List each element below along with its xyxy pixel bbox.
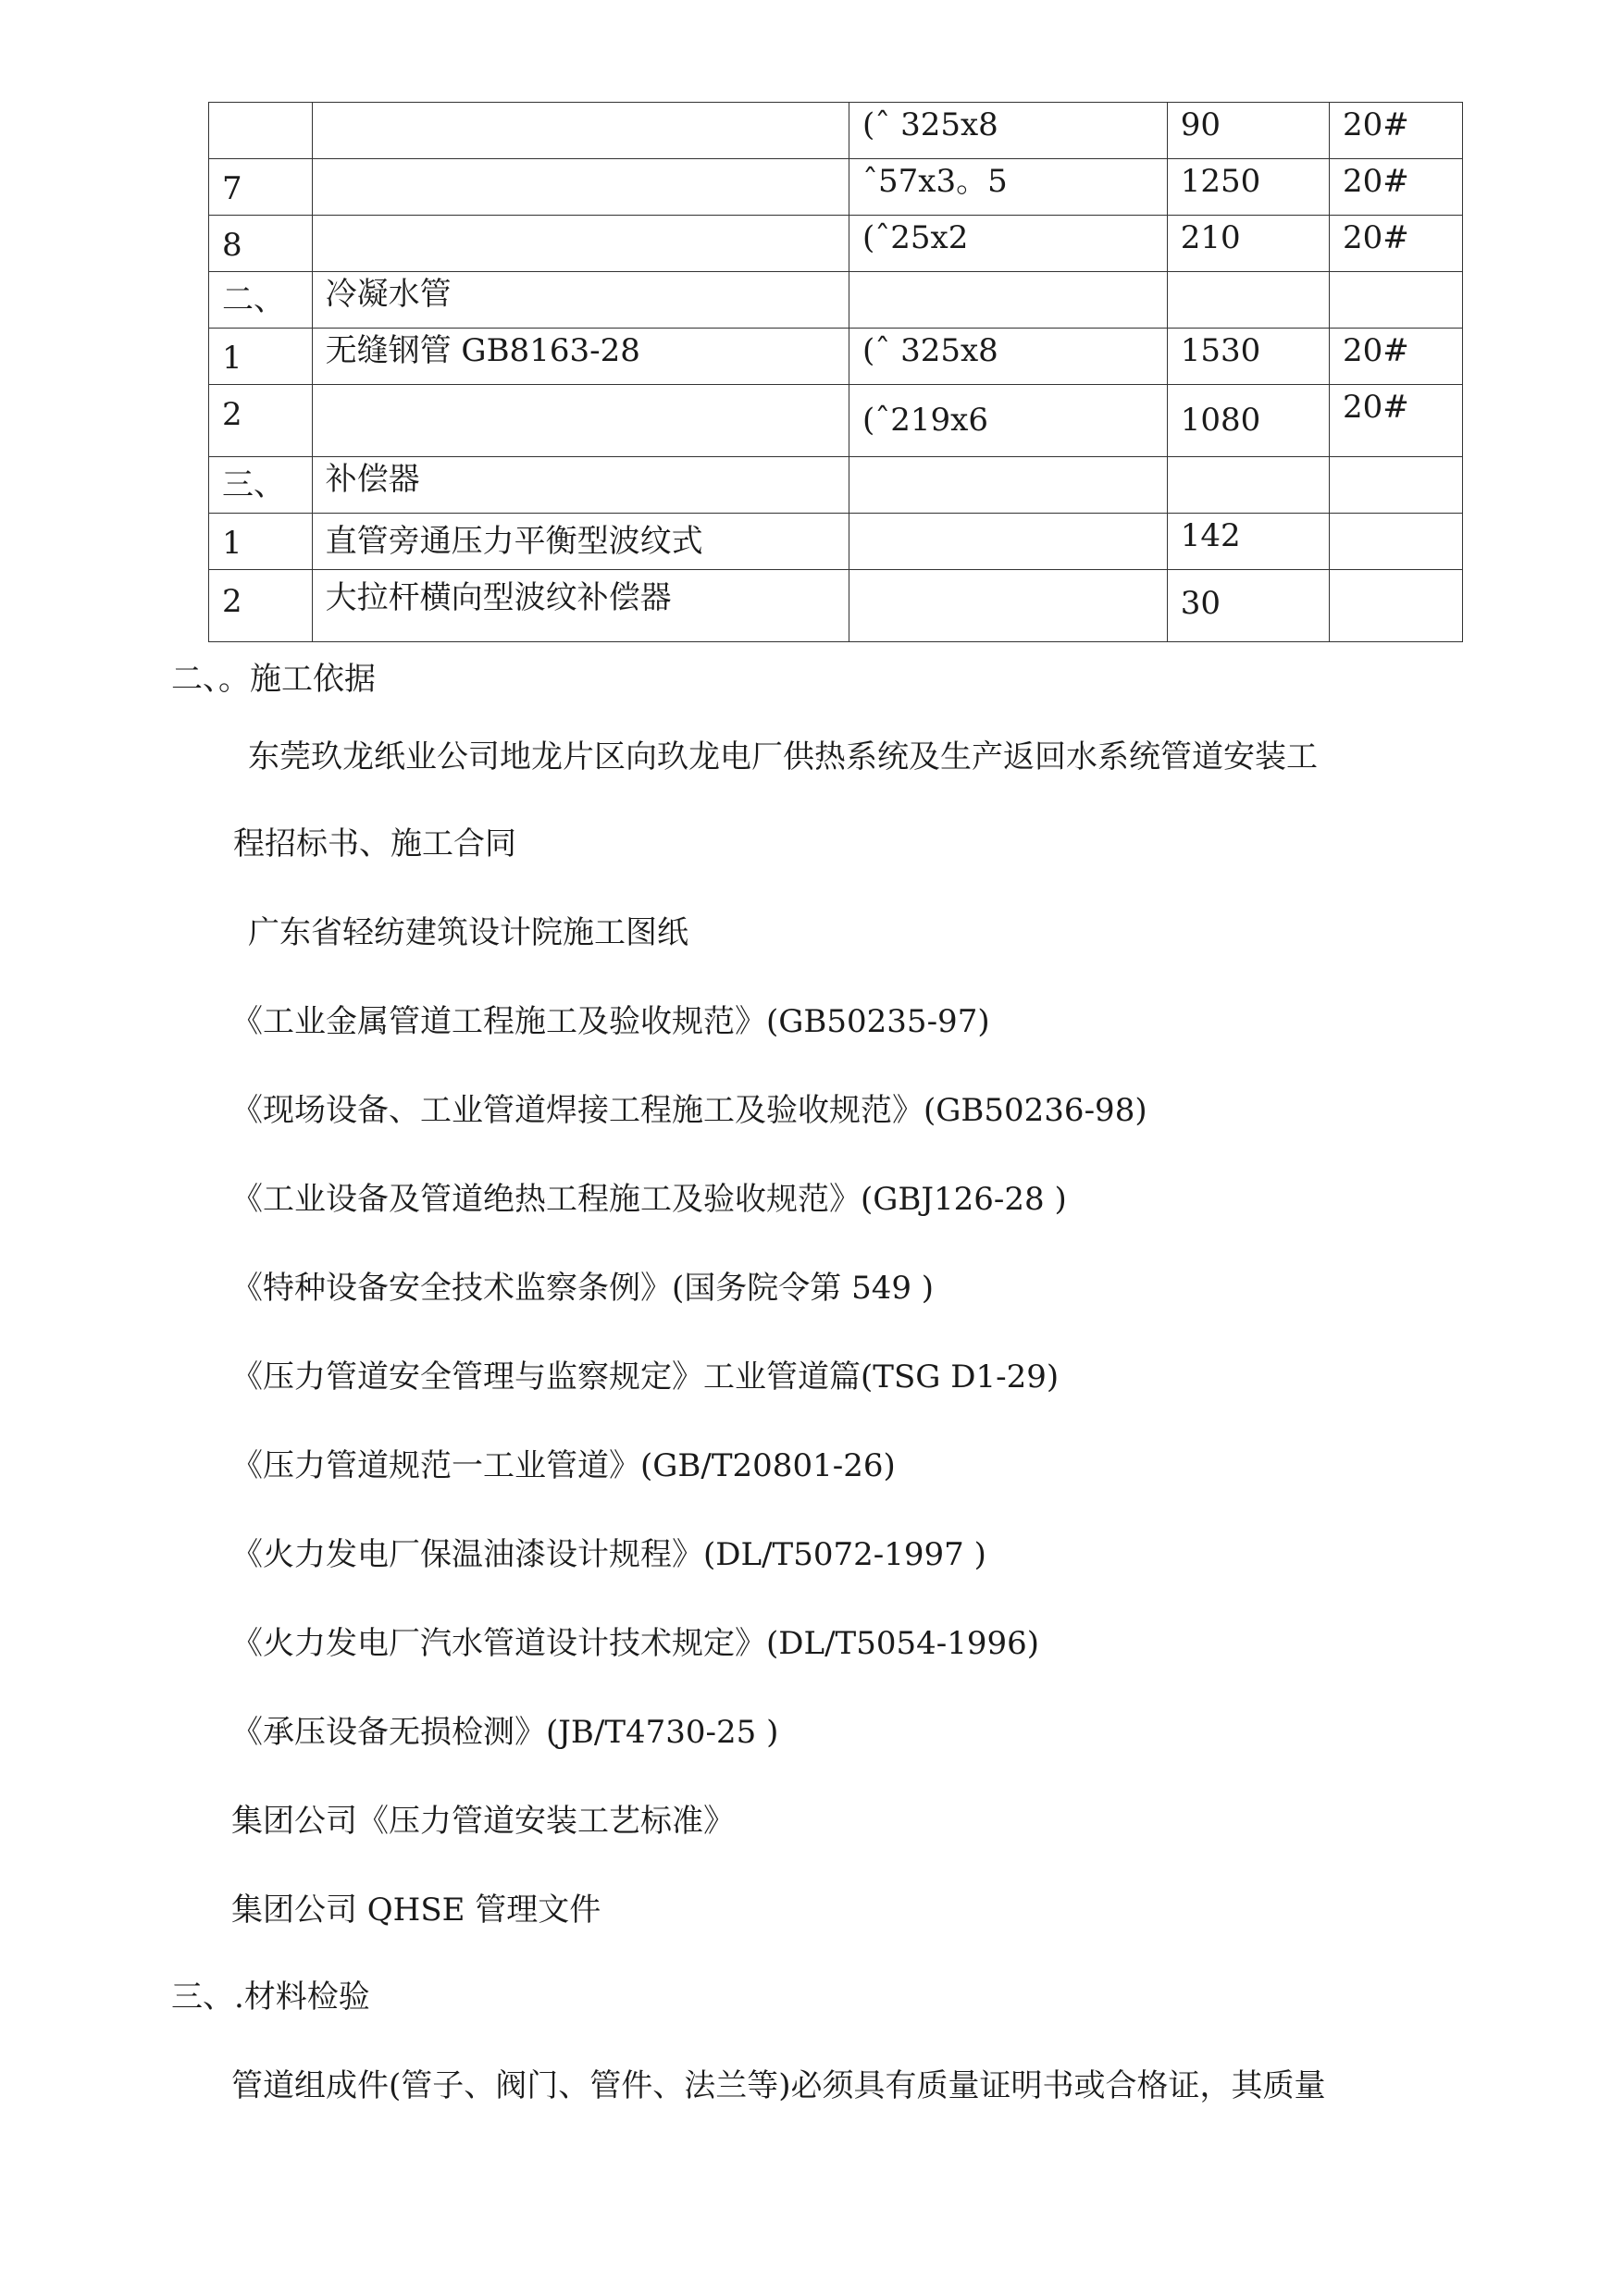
cell-name: [312, 216, 849, 272]
cell-qty: 210: [1167, 216, 1329, 272]
cell-material: [1330, 570, 1463, 642]
cell-qty: [1167, 457, 1329, 514]
basis-line: 《现场设备、工业管道焊接工程施工及验收规范》(GB50236-98): [231, 1092, 1147, 1129]
cell-qty: 30: [1167, 570, 1329, 642]
cell-no: 2: [209, 570, 313, 642]
cell-no: 7: [209, 159, 313, 216]
cell-no: 1: [209, 514, 313, 570]
basis-line: 集团公司《压力管道安装工艺标准》: [231, 1803, 735, 1840]
table-row: [209, 103, 1463, 159]
basis-line: 《火力发电厂汽水管道设计技术规定》(DL/T5054-1996): [231, 1625, 1040, 1662]
basis-line: 《火力发电厂保温油漆设计规程》(DL/T5072-1997 ): [231, 1536, 986, 1573]
cell-qty: 142: [1167, 514, 1329, 570]
cell-name: 冷凝水管: [312, 272, 849, 329]
cell-spec: ˆ57x3。5: [849, 159, 1168, 216]
cell-spec: (ˆ 325x8: [849, 329, 1168, 385]
basis-line: 《压力管道安全管理与监察规定》工业管道篇(TSG D1-29): [231, 1358, 1060, 1396]
section-heading: 三、.材料检验: [171, 1979, 370, 2016]
cell-name: [312, 159, 849, 216]
cell-no: 1: [209, 329, 313, 385]
body-line: 管道组成件(管子、阀门、管件、法兰等)必须具有质量证明书或合格证，其质量: [231, 2067, 1326, 2104]
basis-line: 集团公司 QHSE 管理文件: [231, 1892, 601, 1929]
cell-no: 8: [209, 216, 313, 272]
cell-spec: (ˆ219x6: [849, 385, 1168, 457]
basis-line: 《承压设备无损检测》(JB/T4730-25 ): [231, 1714, 779, 1751]
cell-spec: (ˆ 325x8: [849, 103, 1168, 159]
section-heading: 二、。施工依据: [171, 661, 376, 698]
table-row: [209, 329, 1463, 385]
cell-no: [209, 103, 313, 159]
table-row: [209, 457, 1463, 514]
cell-qty: 1250: [1167, 159, 1329, 216]
table-row: [209, 216, 1463, 272]
cell-name: 无缝钢管 GB8163-28: [312, 329, 849, 385]
cell-spec: (ˆ25x2: [849, 216, 1168, 272]
cell-material: [1330, 514, 1463, 570]
cell-material: [1330, 272, 1463, 329]
basis-line: 程招标书、施工合同: [233, 825, 516, 862]
cell-qty: 1080: [1167, 385, 1329, 457]
basis-line: 《压力管道规范一工业管道》(GB/T20801-26): [231, 1447, 896, 1484]
cell-spec: [849, 570, 1168, 642]
cell-name: [312, 385, 849, 457]
cell-qty: 90: [1167, 103, 1329, 159]
cell-material: 20#: [1330, 159, 1463, 216]
table-row: [209, 272, 1463, 329]
cell-qty: [1167, 272, 1329, 329]
cell-material: 20#: [1330, 216, 1463, 272]
basis-line: 《工业设备及管道绝热工程施工及验收规范》(GBJ126-28 ): [231, 1181, 1067, 1218]
pipe-spec-table: [208, 102, 1463, 642]
cell-material: 20#: [1330, 385, 1463, 457]
cell-spec: [849, 457, 1168, 514]
cell-material: [1330, 457, 1463, 514]
cell-spec: [849, 272, 1168, 329]
cell-qty: 1530: [1167, 329, 1329, 385]
cell-name: 补偿器: [312, 457, 849, 514]
table-row: [209, 514, 1463, 570]
basis-line: 广东省轻纺建筑设计院施工图纸: [248, 914, 688, 951]
basis-line: 《工业金属管道工程施工及验收规范》(GB50235-97): [231, 1003, 990, 1040]
cell-material: 20#: [1330, 103, 1463, 159]
cell-name: 直管旁通压力平衡型波纹式: [312, 514, 849, 570]
cell-material: 20#: [1330, 329, 1463, 385]
basis-line: 东莞玖龙纸业公司地龙片区向玖龙电厂供热系统及生产返回水系统管道安装工: [248, 738, 1318, 775]
cell-name: 大拉杆横向型波纹补偿器: [312, 570, 849, 642]
cell-no: 二、: [209, 272, 313, 329]
cell-no: 三、: [209, 457, 313, 514]
cell-name: [312, 103, 849, 159]
table-row: [209, 570, 1463, 642]
table-row: [209, 159, 1463, 216]
basis-line: 《特种设备安全技术监察条例》(国务院令第 549 ): [231, 1270, 935, 1307]
cell-spec: [849, 514, 1168, 570]
cell-no: 2: [209, 385, 313, 457]
table-row: [209, 385, 1463, 457]
